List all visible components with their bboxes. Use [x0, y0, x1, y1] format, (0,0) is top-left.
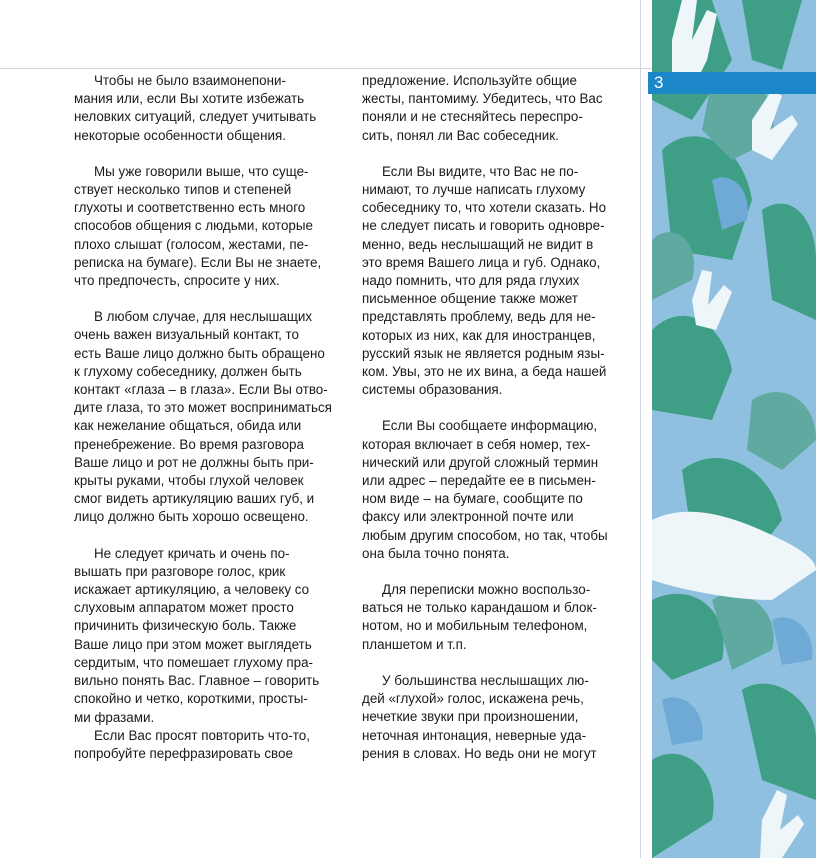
hands-illustration-svg — [652, 0, 816, 858]
paragraph: Если Вы сообщаете информацию, которая включает в себя номер, тех- нический или другой сложный термин или адрес – передайте ее в письмен- ном виде – на бумаге, сообщите по факсу или электронной почте или любым другим способом, но так, чтобы она была точно понята. — [362, 418, 608, 561]
page-number-bar — [648, 72, 816, 94]
paragraph: Мы уже говорили выше, что суще- ствует несколько типов и степеней глухоты и соответственно есть много способов общения с людьми, которые плохо слышат (голосом, жестами, пе- реписка на бумаге). Если Вы не знаете, что предпочесть, спросите у них. — [74, 163, 322, 289]
left-text-column — [74, 72, 340, 763]
page-number: 3 — [654, 73, 664, 92]
paragraph: Если Вы видите, что Вас не по- нимают, то лучше написать глухому собеседнику то, что хотели сказать. Но не следует писать и говорить одновре- менно, ведь неслышащий не видит в это время Вашего лица и губ. Однако, надо помнить, что для ряда глухих письменное общение также может представлять проблему, ведь для не- которых из них, как для иностранцев, русский язык не является родным язы- ком. Увы, это не их вина, а беда нашей системы образования. — [362, 163, 607, 398]
paragraph: У большинства неслышащих лю- дей «глухой» голос, искажена речь, нечеткие звуки при произношении, неточная интонация, неверные уда- рения в словах. Но ведь они не могут — [362, 672, 597, 761]
hands-illustration — [652, 0, 816, 858]
paragraph: Не следует кричать и очень по- вышать при разговоре голос, крик искажает артикуляцию, а человеку со слуховым аппаратом может просто причинить физическую боль. Также Ваше лицо при этом может выглядеть сердитым, что помешает глухому пра- вильно понять Вас. Главное – говорить спокойно и четко, короткими, просты- ми фразами. — [74, 545, 320, 725]
paragraph: Чтобы не было взаимонепони- мания или, если Вы хотите избежать неловких ситуаций, следует учитывать некоторые особенности общения. — [74, 73, 317, 143]
paragraph: Для переписки можно воспользо- ваться не только карандашом и блок- нотом, но и мобильным телефоном, планшетом и т.п. — [362, 582, 597, 652]
top-rule — [0, 68, 652, 69]
paragraph: В любом случае, для неслышащих очень важен визуальный контакт, то есть Ваше лицо должно быть обращено к глухому собеседнику, должен быть контакт «глаза – в глаза». Если Вы отво- дите глаза, то это может восприниматься как нежелание общаться, обида или пренебрежение. Во время разговора Ваше лицо и рот не должны быть при- крыты руками, чтобы глухой человек смог видеть артикуляцию ваших губ, и лицо должно быть хорошо освещено. — [74, 309, 332, 525]
right-text-column — [362, 72, 630, 763]
paragraph: предложение. Используйте общие жесты, пантомиму. Убедитесь, что Вас поняли и не стесняйтесь переспро- сить, понял ли Вас собеседник. — [362, 73, 603, 143]
paragraph: Если Вас просят повторить что-то, попробуйте перефразировать свое — [74, 727, 310, 761]
column-divider-rule — [640, 0, 641, 858]
